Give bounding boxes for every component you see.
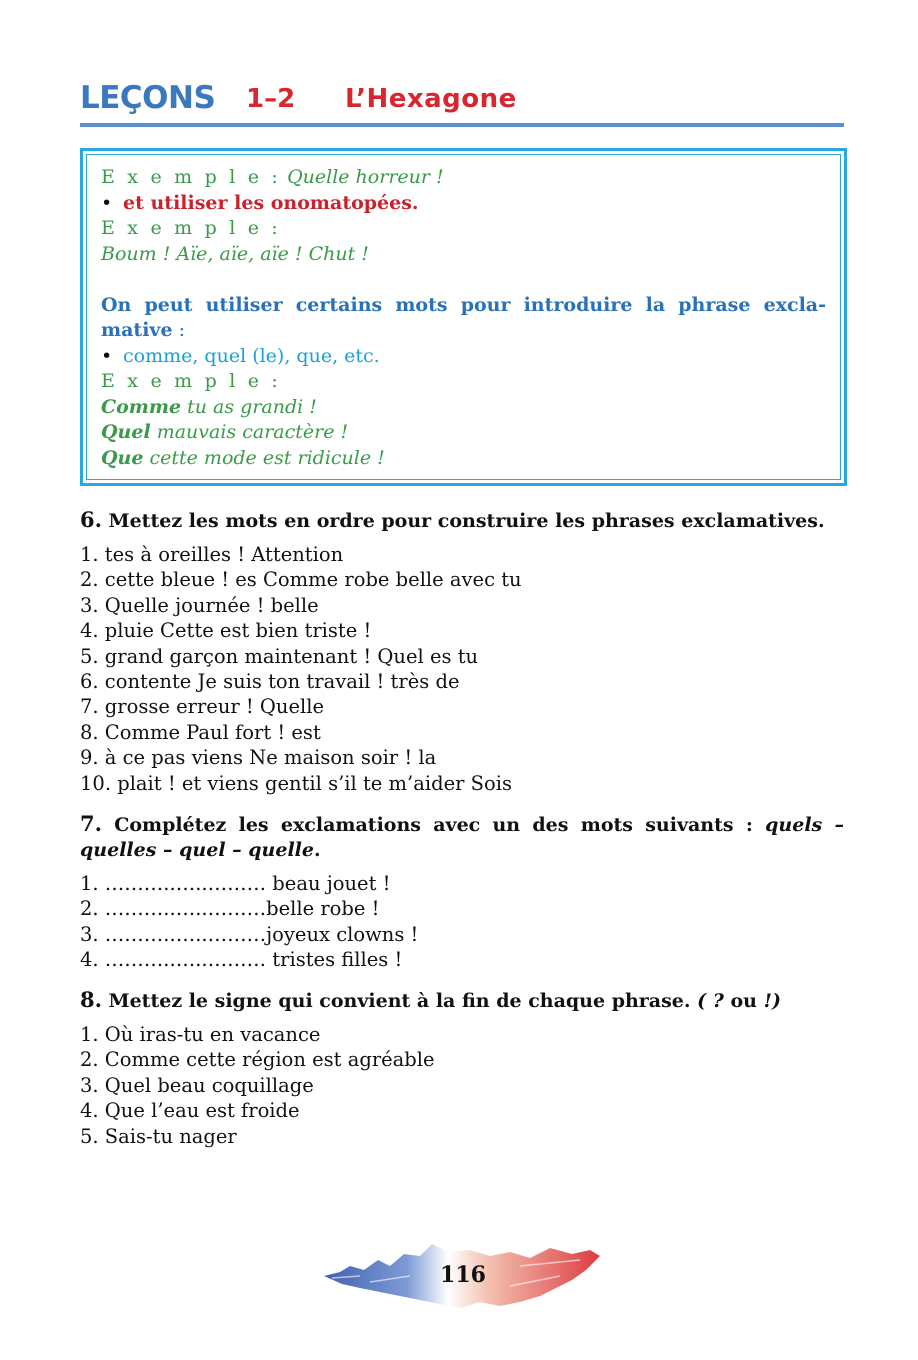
exercise-7 — [80, 811, 844, 973]
list-item: 6. contente Je suis ton travail ! très de — [80, 670, 460, 694]
page-number: 116 — [440, 1262, 486, 1288]
list-item: 9. à ce pas viens Ne maison soir ! la — [80, 746, 437, 770]
hint-close: !) — [757, 990, 781, 1012]
example-label: E x e m p l e : — [101, 166, 282, 188]
instruction-text: Mettez le signe qui convient à la fin de chaque phrase. — [101, 990, 698, 1012]
list-item: 4. ………..…..……… tristes filles ! — [80, 948, 403, 972]
exercise-instruction — [80, 811, 844, 838]
rule-paragraph-rest: : — [172, 319, 185, 341]
grammar-rule-box — [80, 148, 847, 486]
rule-bullet-text: et utiliser les onomatopées. — [123, 191, 419, 214]
exercise-items — [80, 1022, 844, 1149]
page-footer — [320, 1236, 605, 1316]
exercise-number: 6. — [80, 507, 102, 532]
list-item: 8. Comme Paul fort ! est — [80, 720, 321, 744]
exercise-instruction — [80, 507, 844, 534]
example-keyword: Comme — [101, 395, 182, 418]
instruction-text: Mettez les mots en ordre pour construire les phrases exclamatives. — [101, 510, 825, 532]
example-rest: mauvais caractère ! — [150, 421, 349, 443]
list-item: 7. grosse erreur ! Quelle — [80, 695, 325, 719]
lessons-label: LEÇONS — [80, 80, 216, 116]
rule-bullet-text: comme, quel (le), que, etc. — [123, 344, 380, 367]
exercise-number: 7. — [80, 811, 102, 836]
list-item: 3. Quelle journée ! belle — [80, 593, 319, 617]
hint-open: ( ? — [697, 990, 731, 1012]
page-header — [80, 78, 844, 122]
word-list: quelles – quel – quelle — [80, 839, 314, 861]
example-keyword: Que — [101, 446, 144, 469]
list-item: 3. ………..…..………joyeux clowns ! — [80, 922, 419, 946]
lesson-number: 1–2 — [246, 84, 296, 114]
example-label: E x e m p l e : — [101, 370, 282, 392]
word-list: quels – — [765, 814, 844, 836]
exercise-8 — [80, 987, 844, 1149]
exercise-number: 8. — [80, 987, 102, 1012]
exercise-6 — [80, 507, 844, 796]
hint-ou: ou — [730, 990, 757, 1012]
rule-bullet — [101, 344, 826, 370]
example-rest: cette mode est ridicule ! — [143, 446, 385, 469]
list-item: 3. Quel beau coquillage — [80, 1073, 314, 1097]
list-item: 4. Que l’eau est froide — [80, 1099, 300, 1123]
rule-paragraph-line — [101, 318, 826, 344]
lesson-title: L’Hexagone — [345, 84, 517, 114]
bullet-icon: • — [101, 191, 113, 214]
rule-paragraph-bold: mative — [101, 319, 173, 341]
example-sentence — [101, 420, 826, 446]
header-divider — [80, 123, 844, 127]
instruction-text: Complétez les exclamations avec un des mots suivants : — [101, 814, 766, 836]
example-sentence — [101, 446, 826, 472]
list-item: 5. grand garçon maintenant ! Quel es tu — [80, 644, 479, 668]
exercise-instruction — [80, 987, 844, 1014]
instruction-end: . — [313, 839, 321, 861]
example-rest: tu as grandi ! — [181, 395, 317, 418]
list-item: 2. cette bleue ! es Comme robe belle avec tu — [80, 568, 522, 592]
list-item: 5. Sais-tu nager — [80, 1124, 237, 1148]
list-item: 10. plait ! et viens gentil s’il te m’aider Sois — [80, 771, 512, 795]
example-text: Boum ! Aïe, aïe, aïe ! Chut ! — [101, 242, 369, 265]
exercise-items — [80, 871, 844, 973]
exercise-instruction-cont — [80, 838, 844, 863]
bullet-icon: • — [101, 344, 113, 367]
example-keyword: Quel — [101, 421, 151, 443]
list-item: 1. ………..…..……… beau jouet ! — [80, 872, 391, 895]
list-item: 2. ………..…..………belle robe ! — [80, 897, 380, 921]
rule-paragraph-line: On peut utiliser certains mots pour introduire la phrase excla- — [101, 293, 826, 316]
example-sentence — [101, 395, 826, 421]
example-label: E x e m p l e : — [101, 217, 282, 239]
example-line — [101, 165, 826, 191]
example-text: Quelle horreur ! — [287, 166, 444, 188]
exercise-items — [80, 542, 844, 796]
list-item: 1. Où iras-tu en vacance — [80, 1023, 321, 1046]
list-item: 2. Comme cette région est agréable — [80, 1048, 435, 1072]
rule-bullet — [101, 191, 826, 217]
list-item: 1. tes à oreilles ! Attention — [80, 543, 344, 566]
list-item: 4. pluie Cette est bien triste ! — [80, 619, 372, 643]
